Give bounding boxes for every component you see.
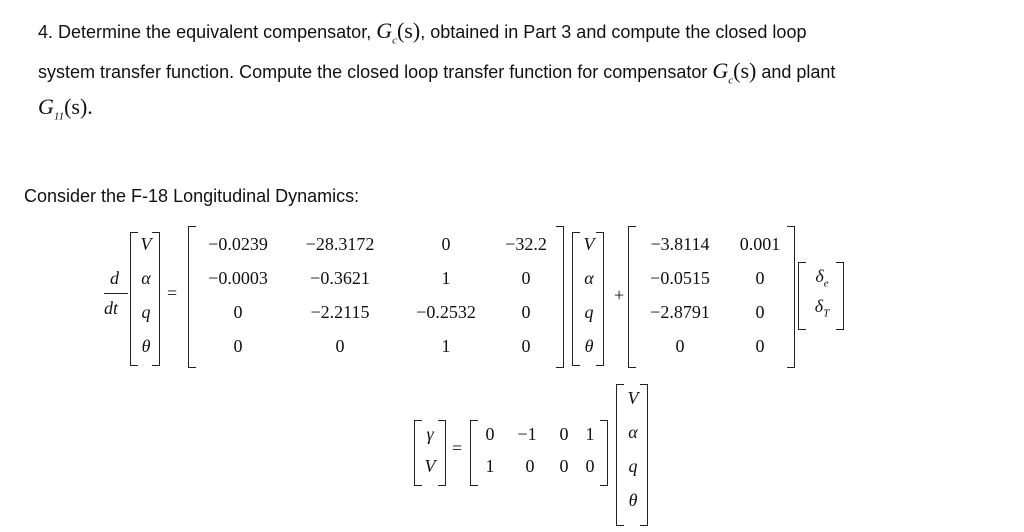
state-V: V (140, 234, 152, 254)
B-cell: 0 (755, 336, 765, 356)
state-alpha: α (628, 422, 638, 442)
problem-line-1 (38, 18, 806, 46)
C-cell: 0 (485, 424, 495, 444)
bracket-left (798, 262, 806, 330)
state-theta: θ (584, 336, 594, 356)
compensator-symbol: $G_c(s)$ (712, 58, 757, 87)
state-V: V (627, 388, 639, 408)
A-cell: −0.0239 (208, 234, 268, 254)
problem-text: and plant (756, 62, 836, 82)
d-symbol: d (110, 268, 119, 288)
C-cell: 1 (585, 424, 595, 444)
state-theta: θ (628, 490, 638, 510)
B-cell: 0 (755, 268, 765, 288)
state-alpha: α (141, 268, 151, 288)
A-cell: −2.2115 (310, 302, 370, 322)
A-cell: −0.2532 (416, 302, 476, 322)
A-cell: 0 (521, 268, 531, 288)
bracket-right (556, 226, 564, 368)
B-cell: 0 (755, 302, 765, 322)
C-cell: 0 (525, 456, 535, 476)
equals-sign: = (452, 438, 463, 458)
bracket-right (787, 226, 795, 368)
dt-symbol: dt (104, 298, 119, 318)
bracket-right (836, 262, 844, 330)
output-V: V (424, 456, 436, 476)
A-cell: −0.0003 (208, 268, 268, 288)
A-cell: −28.3172 (305, 234, 375, 254)
B-cell: −3.8114 (650, 234, 710, 254)
problem-text: , obtained in Part 3 and compute the closed loop (420, 22, 807, 42)
problem-text: 4. Determine the equivalent compensator, (38, 22, 377, 42)
bracket-left (628, 226, 636, 368)
plus-sign: + (614, 285, 625, 305)
B-cell: 0 (675, 336, 685, 356)
state-q: q (628, 456, 638, 476)
C-cell: 0 (559, 424, 569, 444)
A-cell: 1 (441, 336, 451, 356)
equals-sign: = (167, 283, 178, 303)
problem-text: system transfer function. Compute the closed loop transfer function for compensator (38, 62, 713, 82)
A-cell: 0 (441, 234, 451, 254)
state-q: q (584, 302, 594, 322)
A-cell: 0 (521, 336, 531, 356)
fraction-bar (104, 293, 128, 294)
output-gamma: γ (426, 424, 434, 444)
bracket-left (572, 232, 580, 366)
B-cell: −0.0515 (650, 268, 710, 288)
C-cell: 0 (585, 456, 595, 476)
state-V: V (583, 234, 595, 254)
B-cell: −2.8791 (650, 302, 710, 322)
compensator-symbol: $G_c(s)$ (376, 18, 421, 47)
C-cell: 0 (559, 456, 569, 476)
A-cell: 0 (335, 336, 345, 356)
bracket-left (188, 226, 196, 368)
A-cell: −32.2 (505, 234, 547, 254)
B-cell: 0.001 (739, 234, 781, 254)
A-cell: 0 (233, 302, 243, 322)
bracket-left (470, 420, 478, 486)
plant-symbol: $G_{11}(s)$. (38, 94, 93, 123)
A-cell: −0.3621 (310, 268, 370, 288)
consider-heading: Consider the F-18 Longitudinal Dynamics: (24, 186, 360, 206)
input-delta-e: $\delta_e$ (815, 266, 829, 290)
C-cell: 1 (485, 456, 495, 476)
A-cell: 0 (233, 336, 243, 356)
bracket-right (600, 420, 608, 486)
state-theta: θ (141, 336, 151, 356)
problem-line-2 (38, 58, 835, 86)
input-delta-T: $\delta_T$ (814, 296, 830, 320)
state-q: q (141, 302, 151, 322)
A-cell: 0 (521, 302, 531, 322)
A-cell: 1 (441, 268, 451, 288)
C-cell: −1 (517, 424, 537, 444)
bracket-left (130, 232, 138, 366)
state-alpha: α (584, 268, 594, 288)
